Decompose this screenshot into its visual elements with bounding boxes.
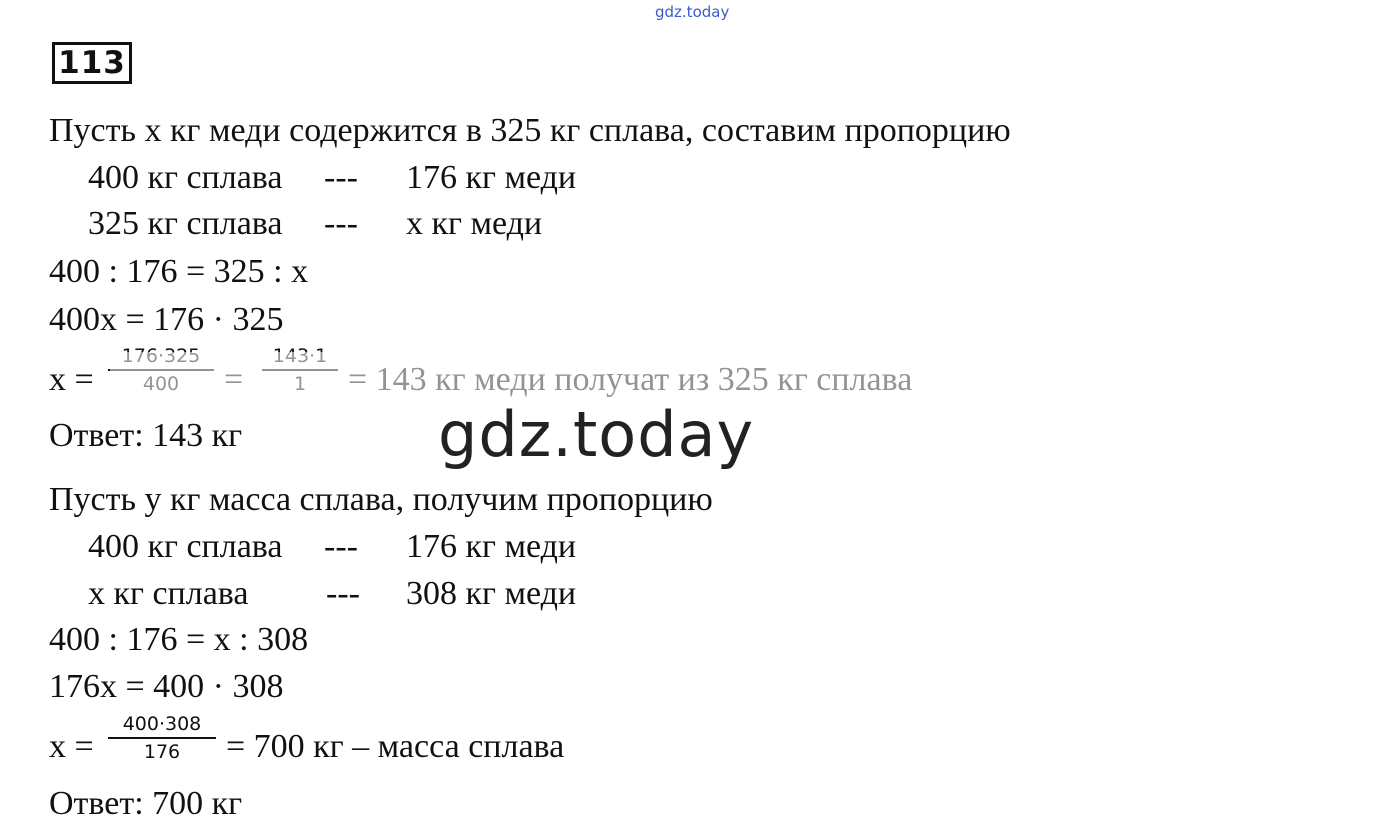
- part2-answer: Ответ: 700 кг: [49, 785, 243, 822]
- part2-fraction-denominator: 176: [143, 741, 181, 763]
- part1-proportion-2-left: 325 кг сплава: [88, 205, 283, 242]
- part1-intro: Пусть х кг меди содержится в 325 кг сплава, составим пропорцию: [49, 112, 1011, 149]
- part1-x-equals: х =: [49, 361, 94, 398]
- part2-fraction: [108, 714, 216, 762]
- part2-fraction-numerator: 400·308: [108, 714, 216, 739]
- part1-proportion-2-dash: ---: [324, 205, 358, 242]
- part1-equation-1: 400 : 176 = 325 : х: [49, 253, 309, 290]
- part1-proportion-2-right: х кг меди: [406, 205, 543, 242]
- part2-result: = 700 кг – масса сплава: [226, 728, 565, 765]
- part2-proportion-1-left: 400 кг сплава: [88, 528, 283, 565]
- part1-equation-2: 400х = 176 · 325: [49, 301, 284, 338]
- site-header-link[interactable]: gdz.today: [655, 3, 730, 21]
- part2-x-equals: х =: [49, 728, 94, 765]
- part2-proportion-1-dash: ---: [324, 528, 358, 565]
- part2-equation-2: 176х = 400 · 308: [49, 668, 284, 705]
- part2-equation-1: 400 : 176 = х : 308: [49, 621, 309, 658]
- part2-proportion-1-right: 176 кг меди: [406, 528, 577, 565]
- part1-proportion-1-dash: ---: [324, 159, 358, 196]
- watermark-fade-band: [110, 352, 1010, 404]
- part2-proportion-2-left: х кг сплава: [88, 575, 249, 612]
- part2-intro: Пусть у кг масса сплава, получим пропорцию: [49, 481, 713, 518]
- watermark: gdz.today: [438, 398, 755, 471]
- task-number: 113: [52, 42, 132, 84]
- part2-proportion-2-dash: ---: [326, 575, 360, 612]
- part2-proportion-2-right: 308 кг меди: [406, 575, 577, 612]
- part1-answer: Ответ: 143 кг: [49, 417, 243, 454]
- part1-proportion-1-left: 400 кг сплава: [88, 159, 283, 196]
- part1-proportion-1-right: 176 кг меди: [406, 159, 577, 196]
